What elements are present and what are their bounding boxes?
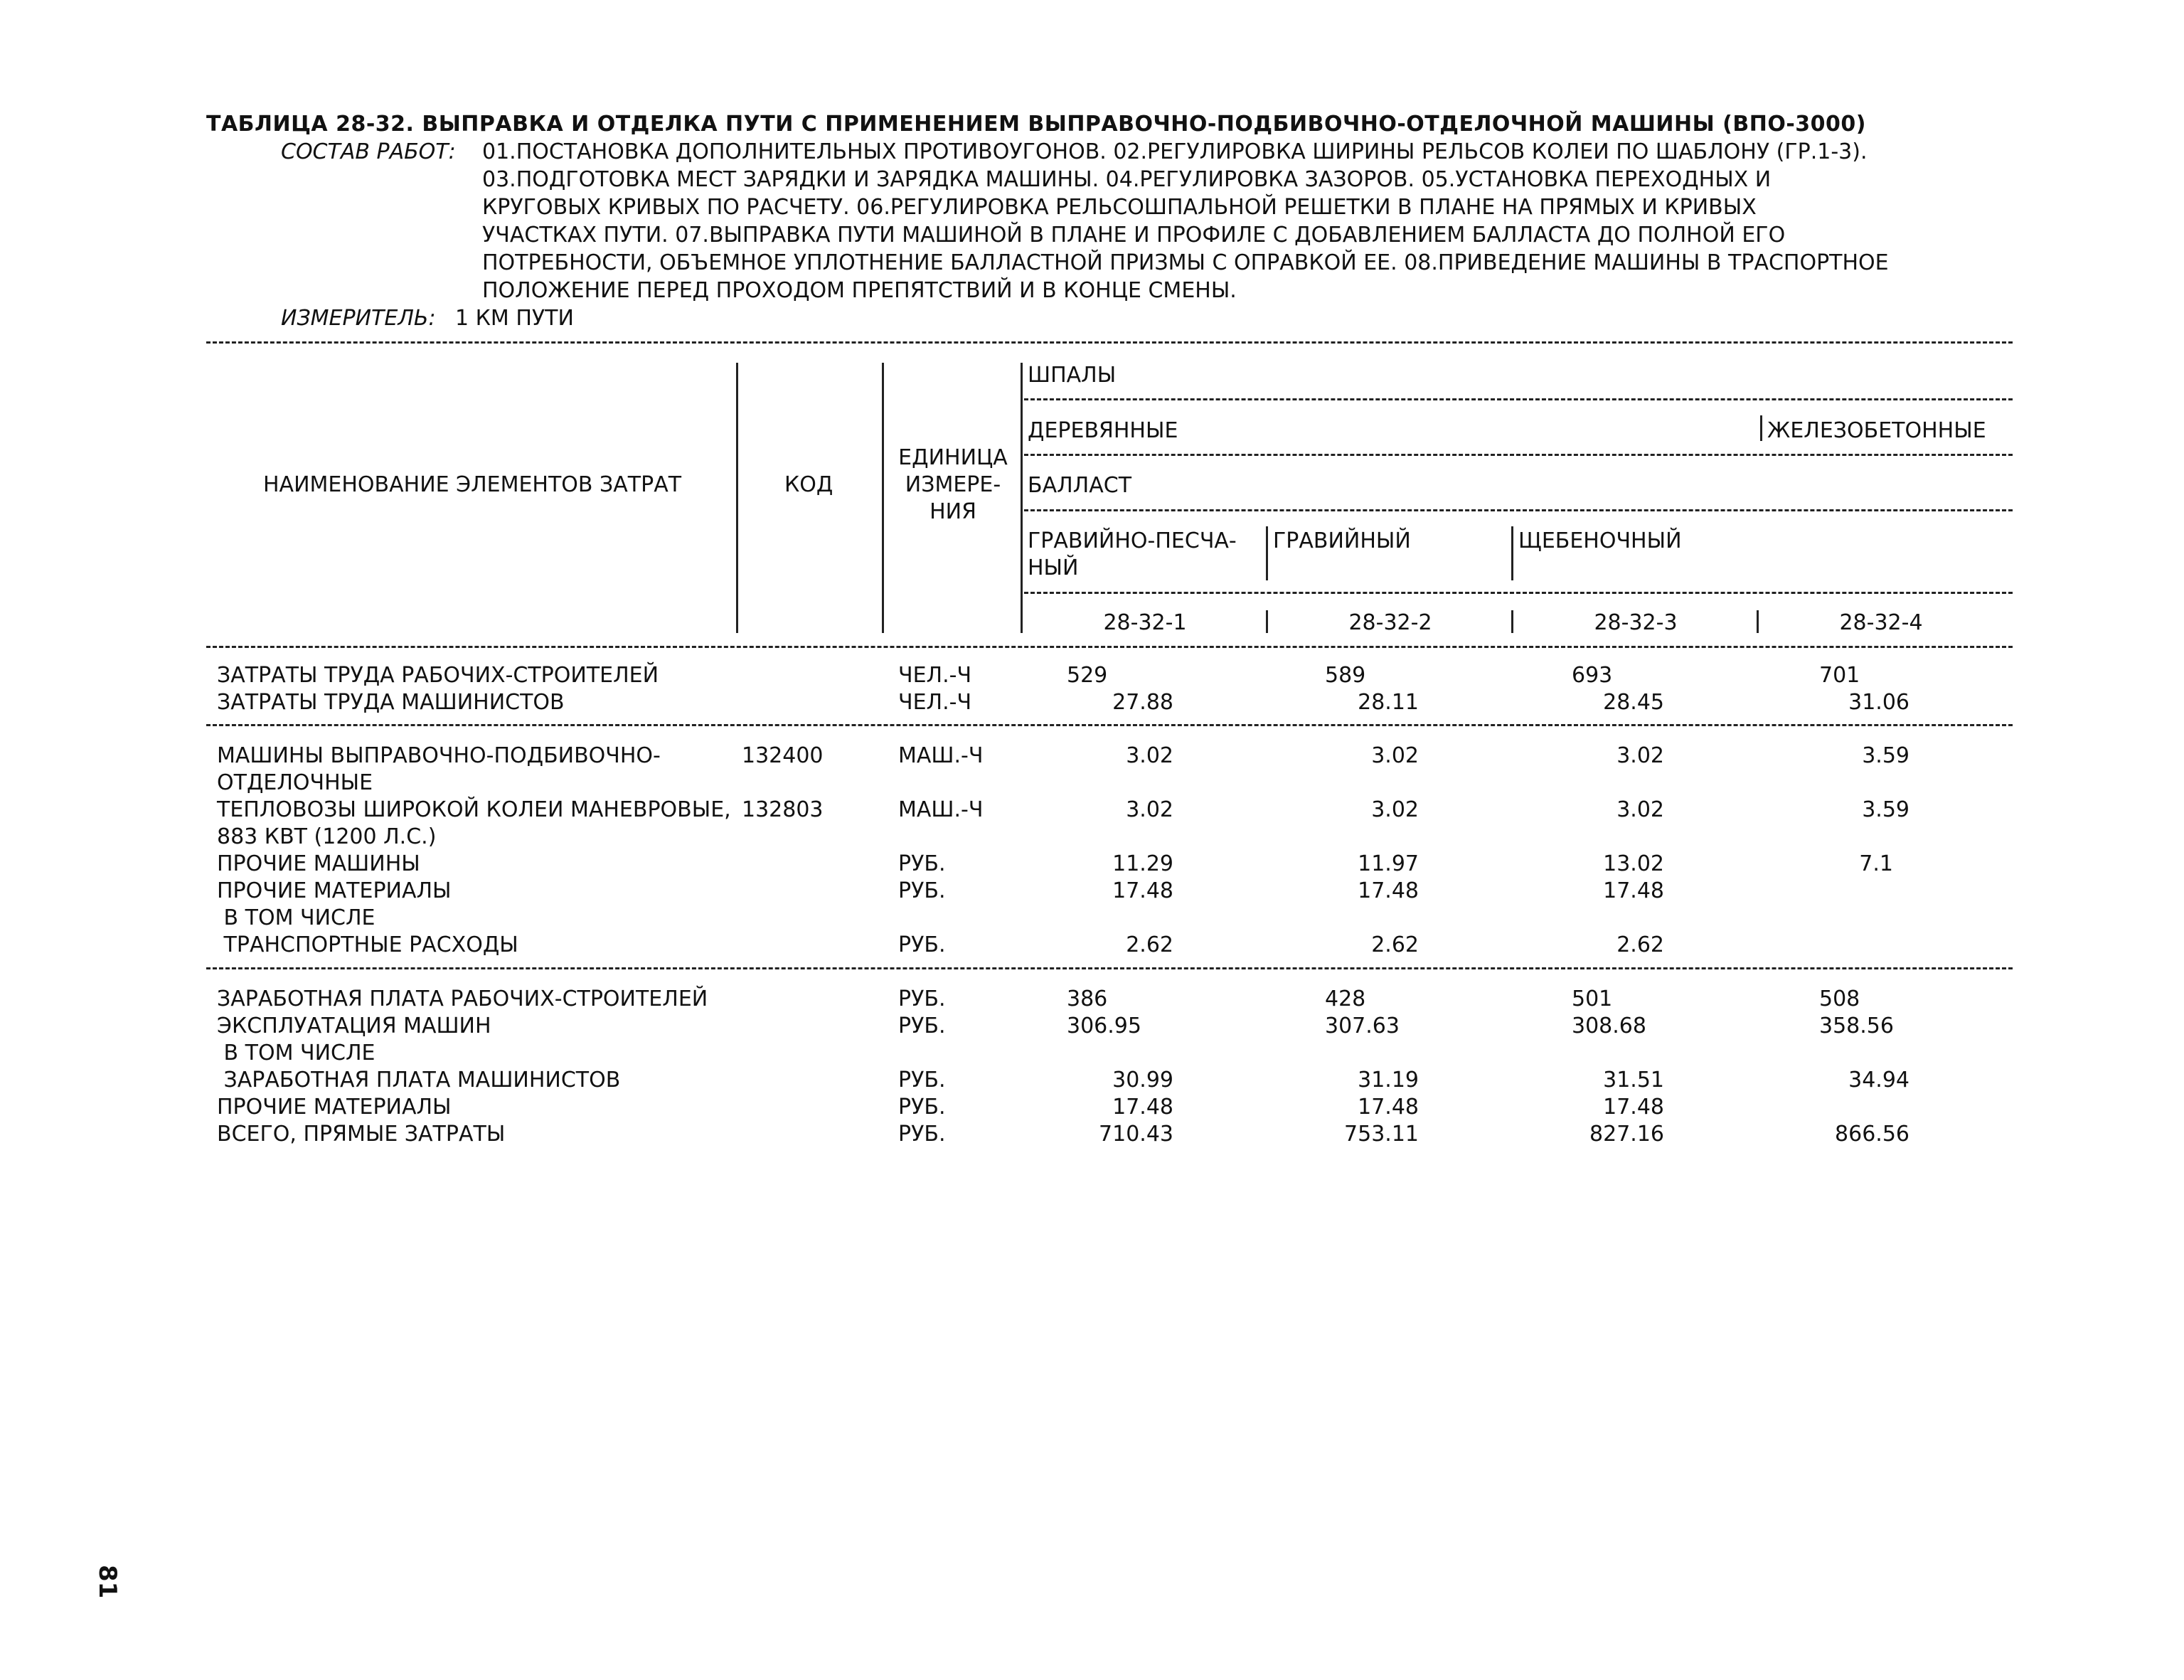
row-value: 529 — [1067, 663, 1108, 688]
row-value: 2.62 — [1371, 932, 1419, 957]
row-value: 3.59 — [1862, 797, 1909, 822]
column-divider — [882, 363, 884, 633]
work-line: 03.ПОДГОТОВКА МЕСТ ЗАРЯДКИ И ЗАРЯДКА МАШИНЫ. 04.РЕГУЛИРОВКА ЗАЗОРОВ. 05.УСТАНОВКА ПЕРЕХОДНЫХ И — [482, 167, 1772, 192]
row-label: ЗАРАБОТНАЯ ПЛАТА МАШИНИСТОВ — [217, 1068, 621, 1092]
row-label: 883 КВТ (1200 Л.С.) — [217, 824, 437, 849]
header-bottom-rule — [206, 646, 2013, 648]
column-divider — [1511, 610, 1513, 633]
row-value: 34.94 — [1848, 1068, 1909, 1092]
table-title: ТАБЛИЦА 28-32. ВЫПРАВКА И ОТДЕЛКА ПУТИ С ПРИМЕНЕНИЕМ ВЫПРАВОЧНО-ПОДБИВОЧНО-ОТДЕЛОЧНОЙ МАШИНЫ (ВПО-3000) — [206, 112, 1867, 137]
row-value: 701 — [1819, 663, 1860, 688]
column-divider — [1760, 415, 1762, 441]
row-label: ОТДЕЛОЧНЫЕ — [217, 770, 373, 795]
header-gravel: ГРАВИЙНЫЙ — [1273, 528, 1411, 553]
column-code: 28-32-3 — [1594, 610, 1678, 635]
row-value: 17.48 — [1603, 1095, 1664, 1120]
header-crushed: ЩЕБЕНОЧНЫЙ — [1518, 528, 1682, 553]
row-value: 17.48 — [1603, 878, 1664, 903]
row-value: 827.16 — [1589, 1122, 1664, 1147]
row-unit: РУБ. — [898, 1068, 946, 1092]
section-rule — [206, 967, 2013, 969]
row-code: 132400 — [742, 743, 824, 768]
row-label: ЭКСПЛУАТАЦИЯ МАШИН — [217, 1014, 491, 1038]
row-unit: РУБ. — [898, 1122, 946, 1147]
row-value: 358.56 — [1819, 1014, 1894, 1038]
header-name: НАИМЕНОВАНИЕ ЭЛЕМЕНТОВ ЗАТРАТ — [263, 472, 682, 497]
row-value: 11.29 — [1112, 851, 1173, 876]
header-rule — [1024, 592, 2013, 594]
measure-label: ИЗМЕРИТЕЛЬ: — [281, 306, 436, 331]
row-unit: РУБ. — [898, 851, 946, 876]
row-label: ПРОЧИЕ МАШИНЫ — [217, 851, 420, 876]
row-value: 3.02 — [1616, 797, 1664, 822]
row-value: 710.43 — [1099, 1122, 1173, 1147]
row-value: 508 — [1819, 987, 1860, 1011]
work-line: КРУГОВЫХ КРИВЫХ ПО РАСЧЕТУ. 06.РЕГУЛИРОВКА РЕЛЬСОШПАЛЬНОЙ РЕШЕТКИ В ПЛАНЕ НА ПРЯМЫХ И КРИВЫХ — [482, 195, 1757, 220]
row-value: 866.56 — [1835, 1122, 1909, 1147]
row-value: 3.59 — [1862, 743, 1909, 768]
work-line: УЧАСТКАХ ПУТИ. 07.ВЫПРАВКА ПУТИ МАШИНОЙ В ПЛАНЕ И ПРОФИЛЕ С ДОБАВЛЕНИЕМ БАЛЛАСТА ДО ПОЛНОЙ ЕГО — [482, 223, 1786, 248]
header-unit-line: ЕДИНИЦА — [898, 445, 1008, 470]
column-divider — [1266, 610, 1268, 633]
row-value: 7.1 — [1859, 851, 1893, 876]
measure-value: 1 КМ ПУТИ — [455, 306, 574, 331]
row-value: 3.02 — [1126, 743, 1173, 768]
row-label: ПРОЧИЕ МАТЕРИАЛЫ — [217, 1095, 452, 1120]
row-value: 2.62 — [1126, 932, 1173, 957]
column-code: 28-32-1 — [1103, 610, 1187, 635]
column-code: 28-32-2 — [1348, 610, 1432, 635]
header-sleepers: ШПАЛЫ — [1028, 363, 1117, 388]
header-gravel-sand-2: НЫЙ — [1028, 555, 1079, 580]
header-gravel-sand: ГРАВИЙНО-ПЕСЧА- — [1028, 528, 1237, 553]
row-value: 31.51 — [1603, 1068, 1664, 1092]
header-code: КОД — [784, 472, 833, 497]
row-label: ТРАНСПОРТНЫЕ РАСХОДЫ — [217, 932, 518, 957]
column-divider — [1021, 363, 1023, 633]
row-value: 753.11 — [1344, 1122, 1419, 1147]
header-concrete: ЖЕЛЕЗОБЕТОННЫЕ — [1767, 418, 1986, 443]
row-value: 501 — [1572, 987, 1613, 1011]
row-value: 3.02 — [1126, 797, 1173, 822]
column-divider — [1511, 526, 1513, 580]
header-rule — [1024, 509, 2013, 511]
row-label: ВСЕГО, ПРЯМЫЕ ЗАТРАТЫ — [217, 1122, 506, 1147]
row-label: ЗАРАБОТНАЯ ПЛАТА РАБОЧИХ-СТРОИТЕЛЕЙ — [217, 987, 708, 1011]
row-unit: РУБ. — [898, 878, 946, 903]
row-value: 2.62 — [1616, 932, 1664, 957]
row-value: 3.02 — [1371, 797, 1419, 822]
row-value: 3.02 — [1616, 743, 1664, 768]
header-rule — [1024, 454, 2013, 456]
header-unit-line: НИЯ — [929, 499, 976, 524]
column-code: 28-32-4 — [1839, 610, 1923, 635]
row-unit: МАШ.-Ч — [898, 797, 984, 822]
row-value: 17.48 — [1358, 878, 1419, 903]
row-unit: ЧЕЛ.-Ч — [898, 690, 972, 715]
section-rule — [206, 724, 2013, 726]
row-value: 30.99 — [1112, 1068, 1173, 1092]
row-value: 307.63 — [1325, 1014, 1400, 1038]
row-unit: РУБ. — [898, 1095, 946, 1120]
row-unit: РУБ. — [898, 932, 946, 957]
row-value: 31.19 — [1358, 1068, 1419, 1092]
row-value: 589 — [1325, 663, 1366, 688]
row-value: 17.48 — [1358, 1095, 1419, 1120]
work-line: ПОЛОЖЕНИЕ ПЕРЕД ПРОХОДОМ ПРЕПЯТСТВИЙ И В КОНЦЕ СМЕНЫ. — [482, 278, 1237, 303]
row-value: 308.68 — [1572, 1014, 1646, 1038]
work-line: 01.ПОСТАНОВКА ДОПОЛНИТЕЛЬНЫХ ПРОТИВОУГОНОВ. 02.РЕГУЛИРОВКА ШИРИНЫ РЕЛЬСОВ КОЛЕИ ПО ШАБЛОНУ (ГР.1-3). — [482, 139, 1868, 164]
row-unit: МАШ.-Ч — [898, 743, 984, 768]
row-value: 17.48 — [1112, 1095, 1173, 1120]
row-label: В ТОМ ЧИСЛЕ — [217, 905, 375, 930]
row-code: 132803 — [742, 797, 824, 822]
row-value: 11.97 — [1358, 851, 1419, 876]
column-divider — [1266, 526, 1268, 580]
row-value: 28.11 — [1358, 690, 1419, 715]
row-label: МАШИНЫ ВЫПРАВОЧНО-ПОДБИВОЧНО- — [217, 743, 661, 768]
row-value: 13.02 — [1603, 851, 1664, 876]
column-divider — [736, 363, 738, 633]
row-value: 428 — [1325, 987, 1366, 1011]
row-label: ЗАТРАТЫ ТРУДА РАБОЧИХ-СТРОИТЕЛЕЙ — [217, 663, 659, 688]
work-line: ПОТРЕБНОСТИ, ОБЪЕМНОЕ УПЛОТНЕНИЕ БАЛЛАСТНОЙ ПРИЗМЫ С ОПРАВКОЙ ЕЕ. 08.ПРИВЕДЕНИЕ МАШИНЫ В ТРАСПОРТНОЕ — [482, 250, 1889, 275]
row-value: 28.45 — [1603, 690, 1664, 715]
header-top-rule — [206, 341, 2013, 344]
work-composition-label: СОСТАВ РАБОТ: — [281, 139, 456, 164]
row-value: 386 — [1067, 987, 1108, 1011]
column-divider — [1757, 610, 1759, 633]
row-value: 306.95 — [1067, 1014, 1141, 1038]
row-label: ТЕПЛОВОЗЫ ШИРОКОЙ КОЛЕИ МАНЕВРОВЫЕ, — [217, 797, 731, 822]
row-unit: ЧЕЛ.-Ч — [898, 663, 972, 688]
page-number: 81 — [93, 1565, 122, 1599]
header-wooden: ДЕРЕВЯННЫЕ — [1028, 418, 1178, 443]
row-value: 693 — [1572, 663, 1613, 688]
row-value: 27.88 — [1112, 690, 1173, 715]
row-value: 17.48 — [1112, 878, 1173, 903]
row-unit: РУБ. — [898, 987, 946, 1011]
row-label: В ТОМ ЧИСЛЕ — [217, 1041, 375, 1065]
header-unit-line: ИЗМЕРЕ- — [905, 472, 1001, 497]
row-value: 3.02 — [1371, 743, 1419, 768]
row-label: ЗАТРАТЫ ТРУДА МАШИНИСТОВ — [217, 690, 565, 715]
row-unit: РУБ. — [898, 1014, 946, 1038]
row-label: ПРОЧИЕ МАТЕРИАЛЫ — [217, 878, 452, 903]
row-value: 31.06 — [1848, 690, 1909, 715]
header-rule — [1024, 398, 2013, 400]
header-ballast: БАЛЛАСТ — [1028, 473, 1132, 498]
